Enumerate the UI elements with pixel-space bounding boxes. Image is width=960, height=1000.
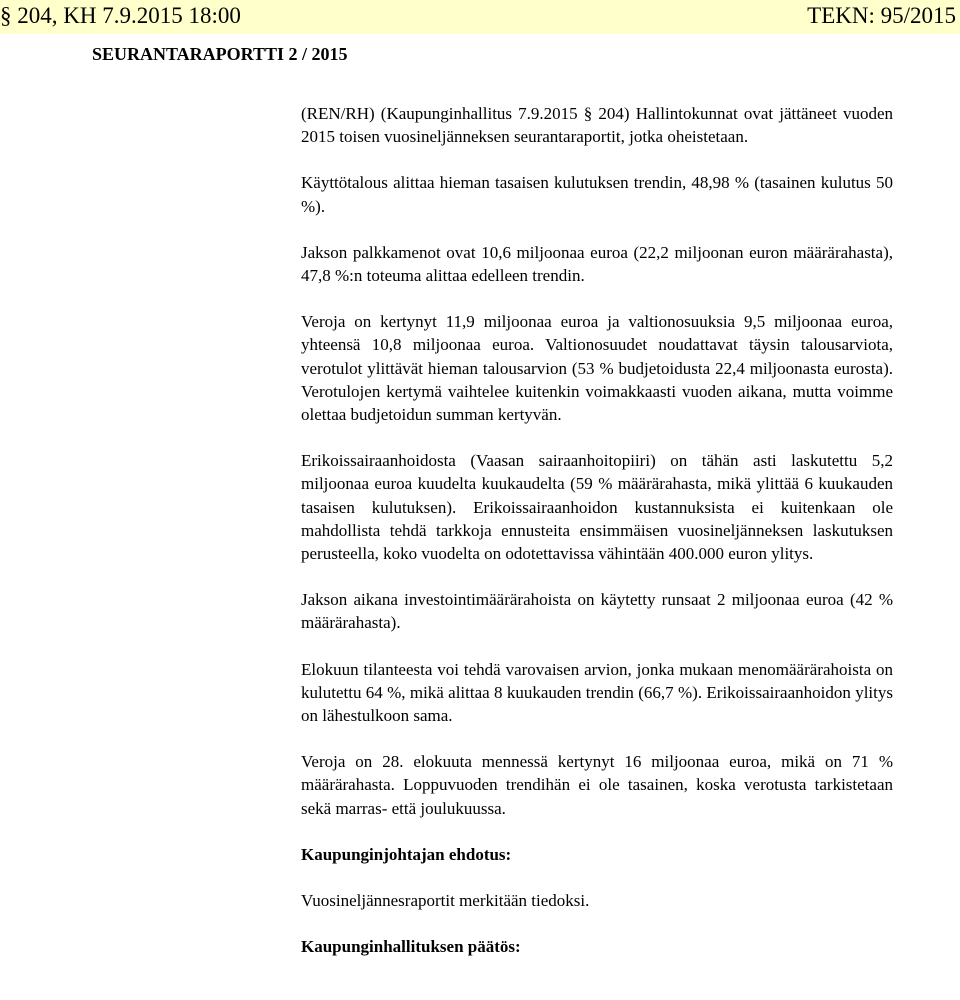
paragraph-operating-budget: Käyttötalous alittaa hieman tasaisen kulutuksen trendin, 48,98 % (tasainen kulutus 50 %).: [301, 173, 893, 216]
proposal-text: Vuosineljännesraportit merkitään tiedoksi.: [301, 891, 590, 911]
paragraph-specialised-healthcare: Erikoissairaanhoidosta (Vaasan sairaanhoitopiiri) on tähän asti laskutettu 5,2 miljoonaa euroa kuudelta kuukaudelta (59 % määrärahasta, mikä ylittää 6 kuukauden tasaisen kulutuksen). Erikoissairaanhoidon kustannuksista ei kuitenkaan ole mahdollista tehdä tarkkoja ennusteita ensimmäisen vuosineljänneksen laskutuksen perusteella, koko vuodelta on odotettavissa vähintään 400.000 euron ylitys.: [301, 451, 893, 564]
paragraph-investments: Jakson aikana investointimäärärahoista on käytetty runsaat 2 miljoonaa euroa (42 % määrärahasta).: [301, 590, 893, 633]
decision-heading: Kaupunginhallituksen päätös:: [301, 937, 521, 957]
paragraph-tax-accrual: Veroja on 28. elokuuta mennessä kertynyt 16 miljoonaa euroa, mikä on 71 % määrärahasta. Loppuvuoden trendihän ei ole tasainen, koska verotusta tarkistetaan sekä marras- että joulukuussa.: [301, 752, 893, 818]
proposal-heading: Kaupunginjohtajan ehdotus:: [301, 844, 512, 864]
paragraph-salary-costs: Jakson palkkamenot ovat 10,6 miljoonaa euroa (22,2 miljoonan euron määrärahasta), 47,8 %:n toteuma alittaa edelleen trendin.: [301, 242, 893, 286]
report-title: SEURANTARAPORTTI 2 / 2015: [92, 44, 348, 64]
header-bar: [0, 0, 960, 34]
paragraph-intro: (REN/RH) (Kaupunginhallitus 7.9.2015 § 204) Hallintokunnat ovat jättäneet vuoden 2015 toisen vuosineljänneksen seurantaraportit, jotka oheistetaan.: [301, 104, 893, 147]
paragraph-taxes: Veroja on kertynyt 11,9 miljoonaa euroa ja valtionosuuksia 9,5 miljoonaa euroa, yhteensä 10,8 miljoonaa euroa. Valtionosuudet noudattavat täysin talousarviota, verotulot ylittävät hieman talousarvion (53 % budjetoidusta 22,4 miljoonasta eurosta). Verotulojen kertymä vaihtelee kuitenkin voimakkaasti vuoden aikana, mutta voimme olettaa budjetoidun summan kertyvän.: [301, 312, 893, 425]
document-body: [301, 102, 893, 981]
paragraph-august-estimate: Elokuun tilanteesta voi tehdä varovaisen arvion, jonka mukaan menomäärärahoista on kulutettu 64 %, mikä alittaa 8 kuukauden trendin (66,7 %). Erikoissairaanhoidon ylitys on lähestulkoon sama.: [301, 659, 893, 726]
header-section-date: § 204, KH 7.9.2015 18:00: [0, 3, 241, 28]
header-reference-number: TEKN: 95/2015: [807, 3, 956, 28]
